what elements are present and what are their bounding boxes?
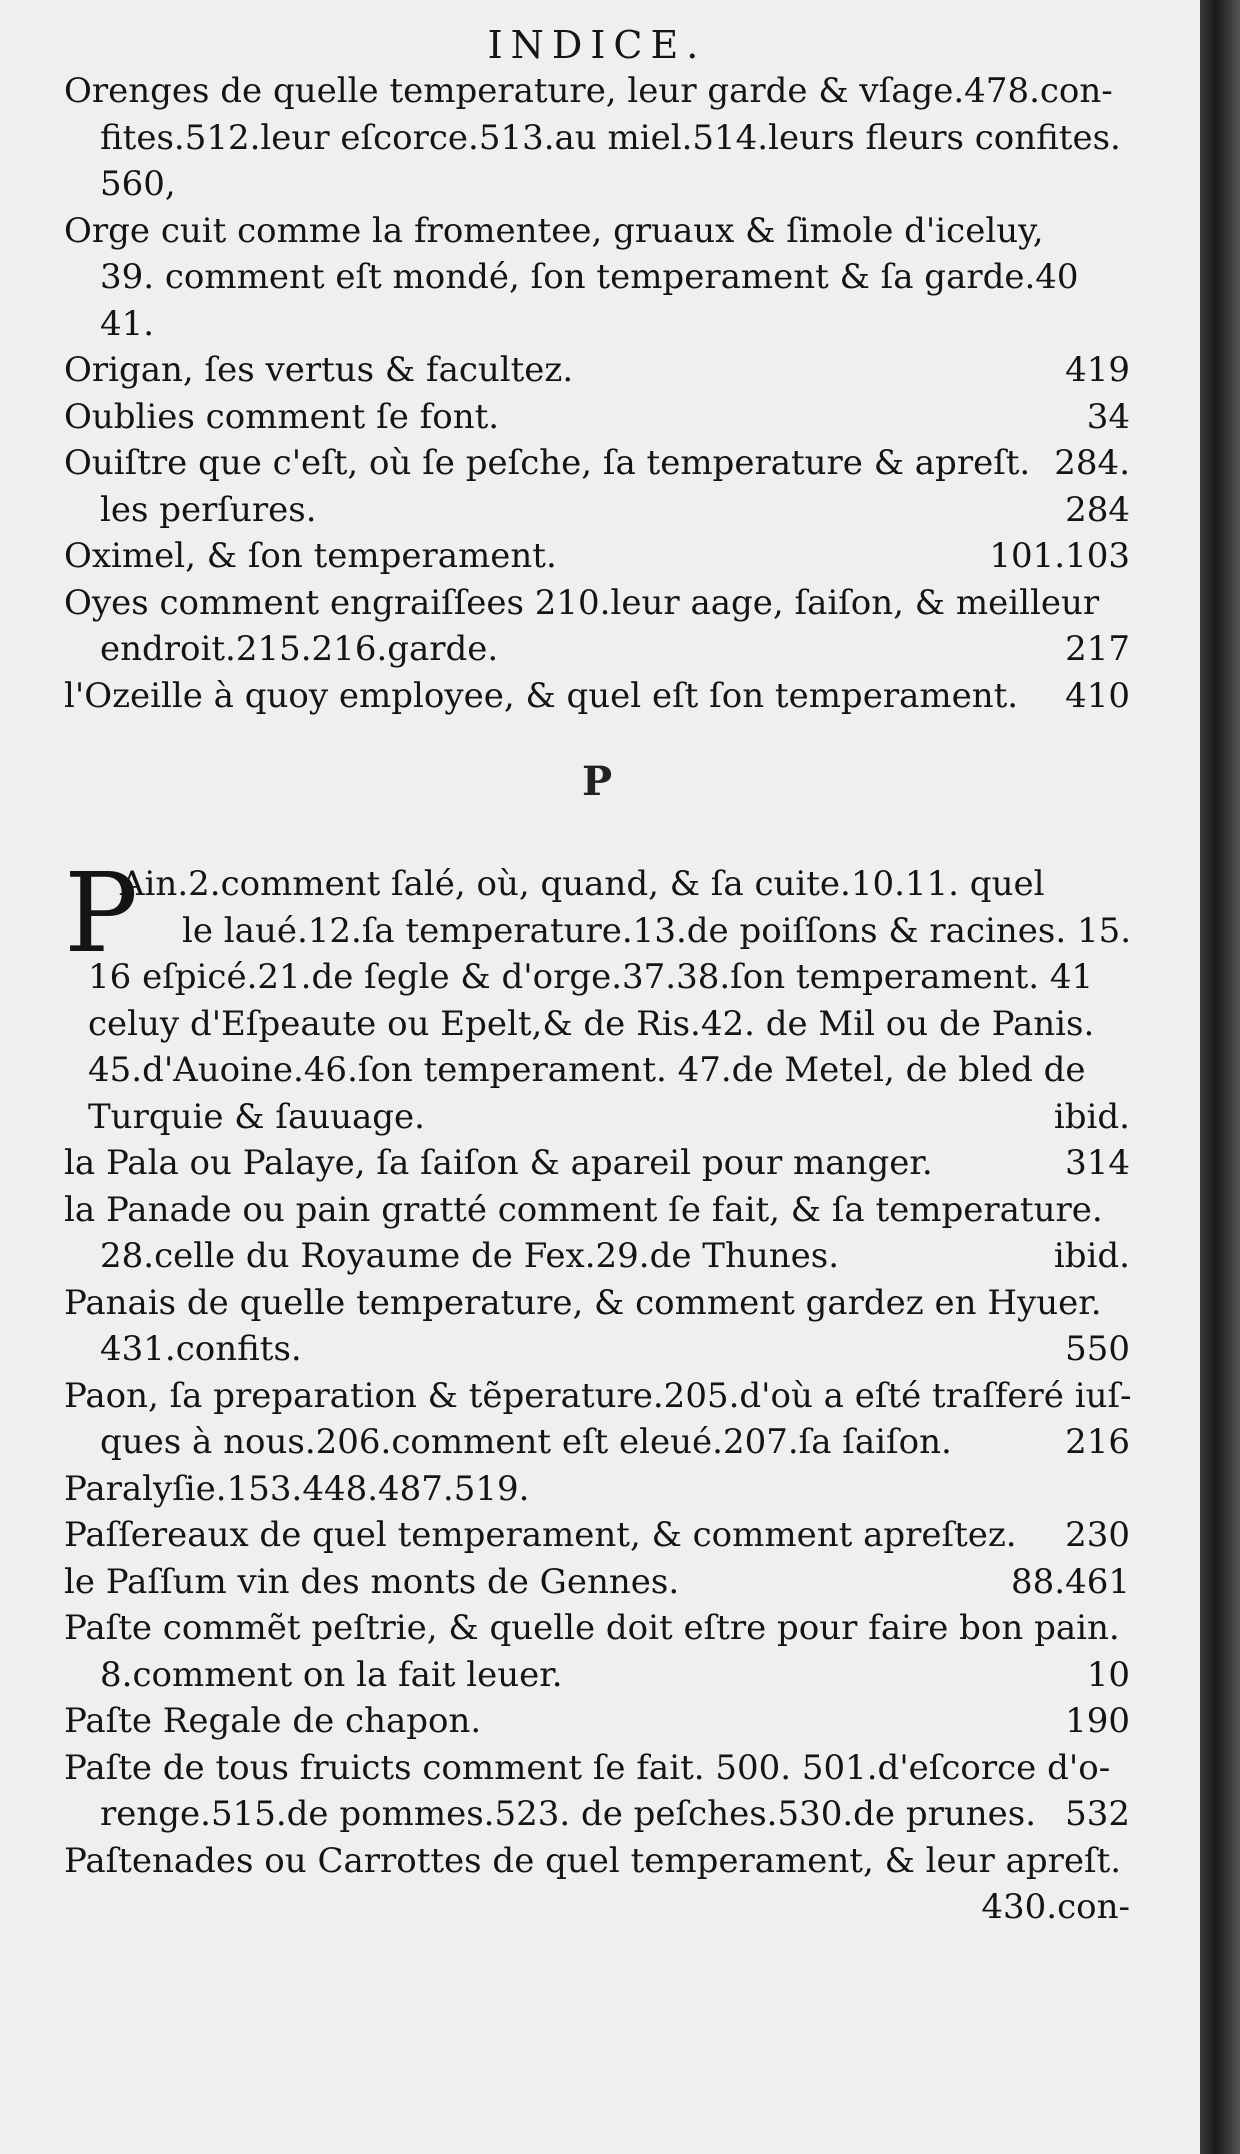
index-entry xyxy=(64,394,1130,441)
entry-line xyxy=(64,1280,1130,1327)
page-edge-shadow xyxy=(1200,0,1240,2154)
index-entry xyxy=(64,1140,1130,1187)
entry-text: la Pala ou Palaye, ſa ſaiſon & apareil pour manger. xyxy=(64,1143,933,1183)
entry-line xyxy=(64,1001,1130,1048)
entry-line xyxy=(64,394,1130,441)
entry-line xyxy=(64,861,1130,908)
entry-text: Oublies comment ſe font. xyxy=(64,396,500,437)
entry-line xyxy=(64,208,1130,255)
entry-text: Oyes comment engraiſſees 210.leur aage, ſaiſon, & meilleur xyxy=(64,582,1100,623)
index-entry xyxy=(64,1373,1130,1466)
entry-text: Oximel, & ſon temperament. xyxy=(64,536,557,576)
page-reference: 284. xyxy=(1054,443,1130,483)
entry-line xyxy=(64,1838,1130,1885)
entry-line xyxy=(64,1466,1130,1513)
entry-text: l'Ozeille à quoy employee, & quel eſt ſon temperament. xyxy=(64,675,1019,716)
index-entry xyxy=(64,1745,1130,1838)
entry-text: 8.comment on la fait leuer. xyxy=(100,1654,563,1695)
entry-line xyxy=(64,440,1130,487)
entry-text: Paon, ſa preparation & tẽperature.205.d'où a eſté traſferé iuſ- xyxy=(64,1375,1132,1416)
entry-text: Paſſereaux de quel temperament, & comment apreſtez. xyxy=(64,1515,1017,1555)
index-entry xyxy=(64,533,1130,580)
entry-text: Ouiſtre que c'eſt, où ſe peſche, ſa temperature & apreſt. xyxy=(64,443,1031,483)
page-reference: 430.con- xyxy=(981,1887,1130,1927)
entry-text: 41. xyxy=(100,303,155,344)
entry-text: Paſte de tous fruicts comment ſe fait. 500. 501.d'eſcorce d'o- xyxy=(64,1747,1111,1788)
index-entry xyxy=(64,580,1130,673)
letter-heading: P xyxy=(581,758,613,805)
entry-text: Paſte Regale de chapon. xyxy=(64,1701,482,1741)
entry-line xyxy=(64,1884,1130,1931)
entry-text: le laué.12.ſa temperature.13.de poiſſons & racines. 15. xyxy=(182,910,1132,951)
index-entry xyxy=(64,208,1130,348)
entry-line xyxy=(64,580,1130,627)
entry-text: 45.d'Auoine.46.ſon temperament. 47.de Metel, de bled de xyxy=(88,1050,1086,1090)
entry-line xyxy=(64,533,1130,580)
entry-text: la Panade ou pain gratté comment ſe fait, & ſa temperature. xyxy=(64,1189,1103,1230)
entry-line xyxy=(64,254,1130,301)
index-entry xyxy=(64,1838,1130,1931)
drop-cap: P xyxy=(64,849,139,977)
index-entry xyxy=(64,1698,1130,1745)
index-entry xyxy=(64,1466,1130,1513)
page-reference: 217 xyxy=(1065,629,1130,669)
entry-text: fites.512.leur eſcorce.513.au miel.514.leurs fleurs confites. xyxy=(100,117,1121,158)
entry-line xyxy=(64,347,1130,394)
index-entry xyxy=(64,673,1130,720)
page-reference: 216 xyxy=(1065,1422,1130,1462)
entry-text: Ain.2.comment ſalé, où, quand, & ſa cuite.10.11. quel xyxy=(120,864,1045,904)
index-entry xyxy=(64,347,1130,394)
entry-line xyxy=(64,1652,1130,1699)
page-reference: 284 xyxy=(1065,489,1130,530)
entry-text: le Paſſum vin des monts de Gennes. xyxy=(64,1561,680,1602)
entry-text: Panais de quelle temperature, & comment gardez en Hyuer. xyxy=(64,1282,1102,1323)
page-reference: 230 xyxy=(1065,1515,1130,1555)
entry-line xyxy=(64,1419,1130,1466)
entry-line xyxy=(64,1140,1130,1187)
entry-text: Origan, ſes vertus & facultez. xyxy=(64,350,574,390)
page-reference: 190 xyxy=(1065,1701,1130,1741)
entry-line xyxy=(64,954,1130,1001)
entry-text: celuy d'Eſpeaute ou Epelt,& de Ris.42. de Mil ou de Panis. xyxy=(88,1003,1095,1044)
page-reference: 532 xyxy=(1065,1794,1130,1834)
entry-line xyxy=(64,1187,1130,1234)
index-entry xyxy=(64,1605,1130,1698)
entry-line xyxy=(64,1326,1130,1373)
entry-text: Orenges de quelle temperature, leur garde & vſage.478.con- xyxy=(64,71,1113,111)
entry-line xyxy=(64,487,1130,534)
entry-line xyxy=(64,1745,1130,1792)
page-reference: 410 xyxy=(1065,675,1130,716)
entry-line xyxy=(64,161,1130,208)
entry-line xyxy=(64,1373,1130,1420)
entry-text: 560, xyxy=(100,164,176,204)
entry-text: 39. comment eſt mondé, ſon temperament & ſa garde.40 xyxy=(100,257,1079,297)
entry-text: renge.515.de pommes.523. de peſches.530.de prunes. xyxy=(100,1794,1037,1834)
entry-line xyxy=(64,1094,1130,1141)
entry-pain xyxy=(64,849,1132,1140)
entry-text: Orge cuit comme la fromentee, gruaux & ſimole d'iceluy, xyxy=(64,210,1044,251)
index-entry xyxy=(64,1559,1130,1606)
page-reference: ibid. xyxy=(1053,1096,1130,1137)
entry-text: 431.confits. xyxy=(100,1329,302,1369)
entry-text: Paſte commẽt peſtrie, & quelle doit eſtre pour faire bon pain. xyxy=(64,1608,1120,1648)
index-entry xyxy=(64,68,1130,208)
entry-line xyxy=(64,115,1130,162)
page-reference: 34 xyxy=(1086,396,1130,437)
entry-text: 28.celle du Royaume de Fex.29.de Thunes. xyxy=(100,1236,840,1276)
entry-text: les perſures. xyxy=(100,489,317,530)
index-entry xyxy=(64,1512,1130,1559)
page-reference: 101.103 xyxy=(989,536,1130,576)
entry-line xyxy=(64,673,1130,720)
entry-text: Paralyſie.153.448.487.519. xyxy=(64,1468,530,1509)
index-entry xyxy=(64,440,1130,533)
page-reference: 88.461 xyxy=(1011,1561,1130,1602)
entry-line xyxy=(64,1791,1130,1838)
entry-text: Paſtenades ou Carrottes de quel temperament, & leur apreſt. xyxy=(64,1840,1122,1881)
entries-o xyxy=(64,68,1130,719)
entries-p xyxy=(64,1140,1130,1931)
running-head: INDICE. xyxy=(487,23,707,67)
page-reference: 550 xyxy=(1065,1329,1130,1369)
page-reference: ibid. xyxy=(1053,1236,1130,1276)
page-reference: 10 xyxy=(1086,1654,1130,1695)
entry-line xyxy=(64,68,1130,115)
page-reference: 314 xyxy=(1065,1143,1130,1183)
entry-line xyxy=(64,1605,1130,1652)
entry-line xyxy=(64,301,1130,348)
entry-line xyxy=(64,1698,1130,1745)
entry-line xyxy=(64,626,1130,673)
page-reference: 419 xyxy=(1065,350,1130,390)
entry-line xyxy=(64,908,1130,955)
entry-line xyxy=(64,1512,1130,1559)
entry-line xyxy=(64,1233,1130,1280)
index-entry xyxy=(64,1280,1130,1373)
entry-text: ques à nous.206.comment eſt eleué.207.ſa ſaiſon. xyxy=(100,1422,952,1462)
entry-text: Turquie & ſauuage. xyxy=(88,1096,425,1137)
index-entry xyxy=(64,1187,1130,1280)
entry-line xyxy=(64,1047,1130,1094)
entry-line xyxy=(64,1559,1130,1606)
entry-text: 16 eſpicé.21.de ſegle & d'orge.37.38.ſon temperament. 41 xyxy=(88,957,1094,997)
entry-text: endroit.215.216.garde. xyxy=(100,629,499,669)
